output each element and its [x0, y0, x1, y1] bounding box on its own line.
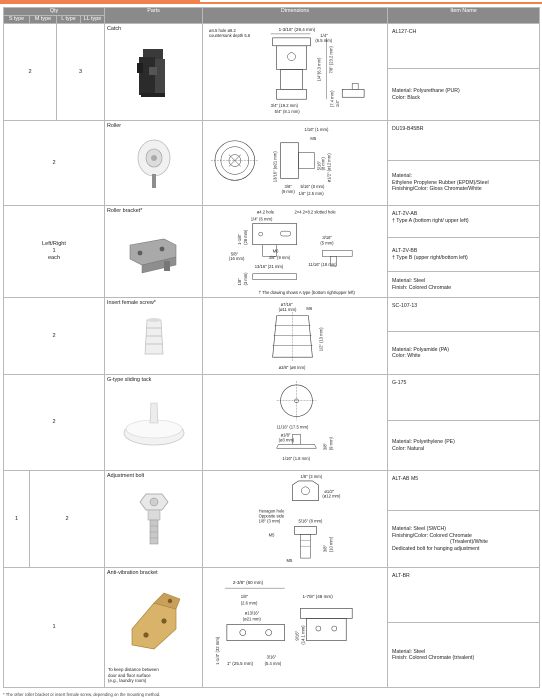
dim-label: (28 mm): [242, 229, 248, 245]
material-line: Material: Steel: [392, 648, 426, 655]
item-type-note: † Type B (upper right/bottom left): [392, 254, 468, 261]
catch-illustration: [129, 43, 179, 103]
bolt-dimensions: [203, 471, 388, 568]
dim-label: 1-1/8": [236, 234, 242, 245]
note-line: To keep distance between: [108, 666, 159, 672]
insert-part-cell: [105, 298, 203, 375]
antivib-qty: 1: [4, 568, 105, 688]
dim-label: (10 mm): [328, 536, 334, 553]
tack-qty: 2: [4, 375, 105, 471]
roller-part-cell: [105, 121, 203, 206]
note-line: (e.g., laundry room): [108, 678, 147, 684]
dim-label: (ø12 mm): [322, 493, 341, 499]
insert-item-code: SC-107-13: [388, 298, 540, 332]
dim-label: 1/4"(6.3 mm): [316, 57, 322, 82]
dim-label: 9/16": [294, 630, 300, 641]
catch-dimensions: [203, 24, 388, 121]
dim-label: ø7/16": [280, 301, 293, 307]
dim-label: 1/8": [236, 278, 242, 286]
antivib-material-cell: [388, 623, 540, 688]
bracket-qty: [4, 206, 105, 298]
dim-label: ø4.2 hole: [256, 209, 275, 215]
drawing-note: † The drawing shows A type (bottom right/upper left): [258, 290, 355, 296]
dim-label: 1/4": [335, 99, 341, 108]
dim-label: 1-3/16" (29.4 mm): [278, 26, 316, 32]
bolt-drawing: [203, 471, 387, 567]
top-accent-bar: [0, 0, 542, 7]
material-line: Material:: [392, 173, 412, 180]
l-type-header: L type: [57, 16, 81, 24]
antivib-part-cell: [105, 568, 203, 688]
dim-label: (8 mm): [320, 157, 326, 171]
antivib-dimensions: [203, 568, 388, 688]
dim-label: 5/16": [316, 160, 322, 171]
dim-label: ø1/2" (ø12 mm): [326, 153, 332, 183]
insert-illustration: [139, 314, 169, 360]
catch-image: [105, 38, 202, 108]
parts-table: [3, 7, 540, 688]
dim-label: 1/8": [240, 594, 249, 600]
bracket-drawing: [203, 206, 387, 297]
note-line: door and floor surface: [108, 672, 151, 678]
bolt-illustration: [134, 490, 174, 550]
dim-label: 1/4" (6 mm): [250, 216, 273, 222]
dim-label: 1-1/4" (32 mm): [214, 636, 220, 665]
m-type-header: M type: [30, 16, 57, 24]
finish-line: Finishing/Color: Colored Chromate: [392, 532, 472, 539]
roller-material-cell: [388, 161, 540, 206]
part-name: G-type sliding tack: [107, 377, 152, 383]
bracket-material-cell: [388, 272, 540, 298]
dim-label: 1" (25.5 mm): [226, 660, 254, 666]
dim-label: 3/16": [266, 654, 277, 660]
dim-label: (3 mm): [242, 272, 248, 286]
dim-label: countersunk depth 5.6: [208, 32, 251, 38]
dim-label: 11/16" (18 mm): [308, 262, 337, 268]
dim-label: (7.4 mm): [329, 90, 335, 108]
dim-label: 2-3/8" (60 mm): [232, 580, 264, 586]
dim-label: 2×4.2×8.2 slotted hole: [294, 209, 336, 215]
antivib-item-code: ALT-BR: [388, 568, 540, 623]
dim-label: 1/16" (1 mm): [304, 126, 329, 132]
bolt-item-code: ALT-AB M5: [388, 471, 540, 511]
catch-drawing: [203, 24, 387, 120]
dim-label: (5.4 mm): [264, 660, 282, 666]
accent-strip-left: [0, 0, 200, 4]
material-line: Material: Polyurethane (PUR): [392, 88, 460, 94]
bracket-item-b: [388, 238, 540, 272]
ll-type-header: LL type: [81, 16, 105, 24]
dim-label: ø1/2": [324, 488, 335, 494]
dim-label: 3/4" (19.2 mm): [270, 103, 299, 109]
dim-label: 11/16" (17.5 mm): [276, 424, 309, 430]
dim-label: 5/4" (8.1 mm): [274, 109, 300, 115]
insert-drawing: [203, 298, 387, 374]
bolt-qty-mlll: 2: [30, 471, 105, 568]
catch-qty-sml: 2: [4, 24, 57, 121]
dim-label: M5: [286, 558, 293, 564]
dim-label: M5: [268, 532, 275, 538]
item-type-note: † Type A (bottom right/ upper left): [392, 217, 469, 224]
dim-label: ø13/16": [244, 610, 260, 616]
dim-label: Opposite side: [258, 513, 285, 519]
dim-label: 1/8" (3 mm): [300, 473, 323, 479]
qty-line: each: [47, 254, 61, 261]
dim-label: M6: [272, 248, 279, 254]
dim-label: 13/16" (ø21 mm): [272, 151, 278, 183]
dim-label: 3/8": [284, 184, 292, 190]
dim-label: Hexagon hole: [258, 508, 285, 514]
dim-label: (9 mm): [281, 189, 295, 195]
part-name: Adjustment bolt: [107, 473, 145, 479]
roller-image: [105, 135, 202, 193]
insert-qty: 2: [4, 298, 105, 375]
catch-material-cell: [388, 69, 540, 121]
dim-label: (16 mm): [228, 256, 245, 262]
dim-label: 13/16" (21 mm): [254, 264, 284, 269]
tack-part-cell: [105, 375, 203, 471]
bracket-image: [105, 220, 202, 285]
antivib-usage-note: [108, 667, 159, 684]
material-line: Material: Steel (SWCH): [392, 526, 446, 532]
bolt-part-cell: [105, 471, 203, 568]
antivib-illustration: [124, 589, 184, 659]
dim-label: ø3/8" (ø8 mm): [278, 365, 306, 371]
part-name: Roller bracket*: [107, 208, 143, 214]
dim-label: M6: [306, 305, 313, 311]
tack-dimensions: [203, 375, 388, 471]
dim-label: 1/8" (3 mm): [258, 518, 281, 524]
dim-label: 1/2" (13 mm): [318, 327, 324, 352]
antivib-drawing: [203, 568, 387, 687]
item-name-header: Item Name: [388, 8, 540, 24]
roller-item-code: DU19-B45BR: [388, 121, 540, 161]
antivib-image: [105, 582, 202, 665]
dim-label: 7/8" (23.2 mm): [328, 46, 334, 74]
finish-line-cont: (Trivalent)/White: [450, 539, 488, 545]
bolt-qty-s: 1: [4, 471, 30, 568]
part-name: Catch: [107, 26, 122, 32]
dim-label: 3/8" (9 mm): [268, 255, 291, 261]
dim-label: 3/8": [322, 442, 328, 451]
finish-line: Finish: Colored Chromate: [392, 284, 452, 291]
dim-label: (9 mm): [328, 437, 334, 451]
accent-strip-right: [200, 2, 542, 4]
material-line: Material: Steel: [392, 278, 426, 284]
dim-label: 1/16" (1.8 mm): [282, 456, 311, 462]
dim-label: 1-7/8" (48 mm): [302, 594, 333, 600]
tack-item-code: G-175: [388, 375, 540, 421]
bracket-dimensions: [203, 206, 388, 298]
material-line: Material: Polyamide (PA): [392, 346, 449, 353]
finish-line: Finish: Colored Chromate (trivalent): [392, 655, 475, 661]
dim-label: (14.1 mm): [300, 625, 306, 645]
usage-note: Dedicated bolt for hanging adjustment: [392, 545, 480, 552]
parts-header: Parts: [105, 8, 203, 24]
dim-label: (2.6 mm): [240, 600, 258, 606]
dim-label: 3/16": [322, 234, 332, 240]
item-code: ALT-2V-AB: [392, 211, 418, 217]
dim-label: 5/16" (8 mm): [298, 518, 323, 524]
color-line: Color: Natural: [392, 445, 425, 452]
part-name: Roller: [107, 123, 122, 129]
color-line: Color: Black: [392, 94, 420, 101]
dim-label: M5: [310, 135, 317, 141]
qty-header: Qty: [4, 8, 105, 16]
dim-label: (ø11 mm): [278, 306, 297, 312]
bracket-illustration: [124, 227, 184, 279]
insert-material-cell: [388, 332, 540, 375]
part-name: Anti-vibration bracket: [107, 570, 158, 576]
bolt-material-cell: [388, 511, 540, 568]
insert-dimensions: [203, 298, 388, 375]
roller-illustration: [132, 136, 176, 192]
material-line: Material: Polyethylene (PE): [392, 439, 455, 445]
dim-label: 3/8": [322, 544, 328, 553]
catch-item-code: AL127-CH: [388, 24, 540, 69]
dim-label: ø1/8": [280, 432, 291, 438]
tack-drawing: [203, 375, 387, 470]
dimensions-header: Dimensions: [203, 8, 388, 24]
dim-label: 1/4": [320, 32, 328, 38]
tack-image: [105, 389, 202, 458]
roller-qty: 2: [4, 121, 105, 206]
roller-drawing: [203, 121, 387, 205]
insert-image: [105, 312, 202, 362]
dim-label: (5 mm): [320, 240, 334, 246]
bolt-image: [105, 485, 202, 555]
roller-dimensions: [203, 121, 388, 206]
material-detail-line: Ethylene Propylene Rubber (EPDM)/Steel: [392, 179, 489, 186]
dim-label: (ø3 mm): [278, 437, 295, 443]
tack-illustration: [119, 399, 189, 449]
catch-part-cell: [105, 24, 203, 121]
table-footnote: * The other roller bracket or insert female screw, depending on the mounting method.: [3, 692, 161, 697]
part-name: Insert female screw*: [107, 300, 156, 306]
dim-label: (ø21 mm): [242, 616, 261, 622]
tack-material-cell: [388, 421, 540, 471]
catch-qty-l: 3: [57, 24, 105, 121]
item-code: ALT-2V-BB: [392, 248, 418, 254]
qty-line: Left/Right: [42, 241, 66, 248]
s-type-header: S type: [4, 16, 30, 24]
finish-line: Finishing/Color: Gloss Chromate/White: [392, 186, 482, 193]
dim-label: ø4.5 hole ø8.2: [208, 27, 236, 33]
bracket-part-cell: [105, 206, 203, 298]
dim-label: 1/8" (2.5 mm): [298, 191, 324, 197]
color-line: Color: White: [392, 353, 421, 359]
qty-line: 1: [52, 248, 56, 254]
dim-label: 5/8": [230, 251, 239, 257]
dim-label: 5/16" (8 mm): [300, 184, 325, 190]
dim-label: (6.5 mm): [315, 37, 333, 43]
bracket-item-a: [388, 206, 540, 238]
